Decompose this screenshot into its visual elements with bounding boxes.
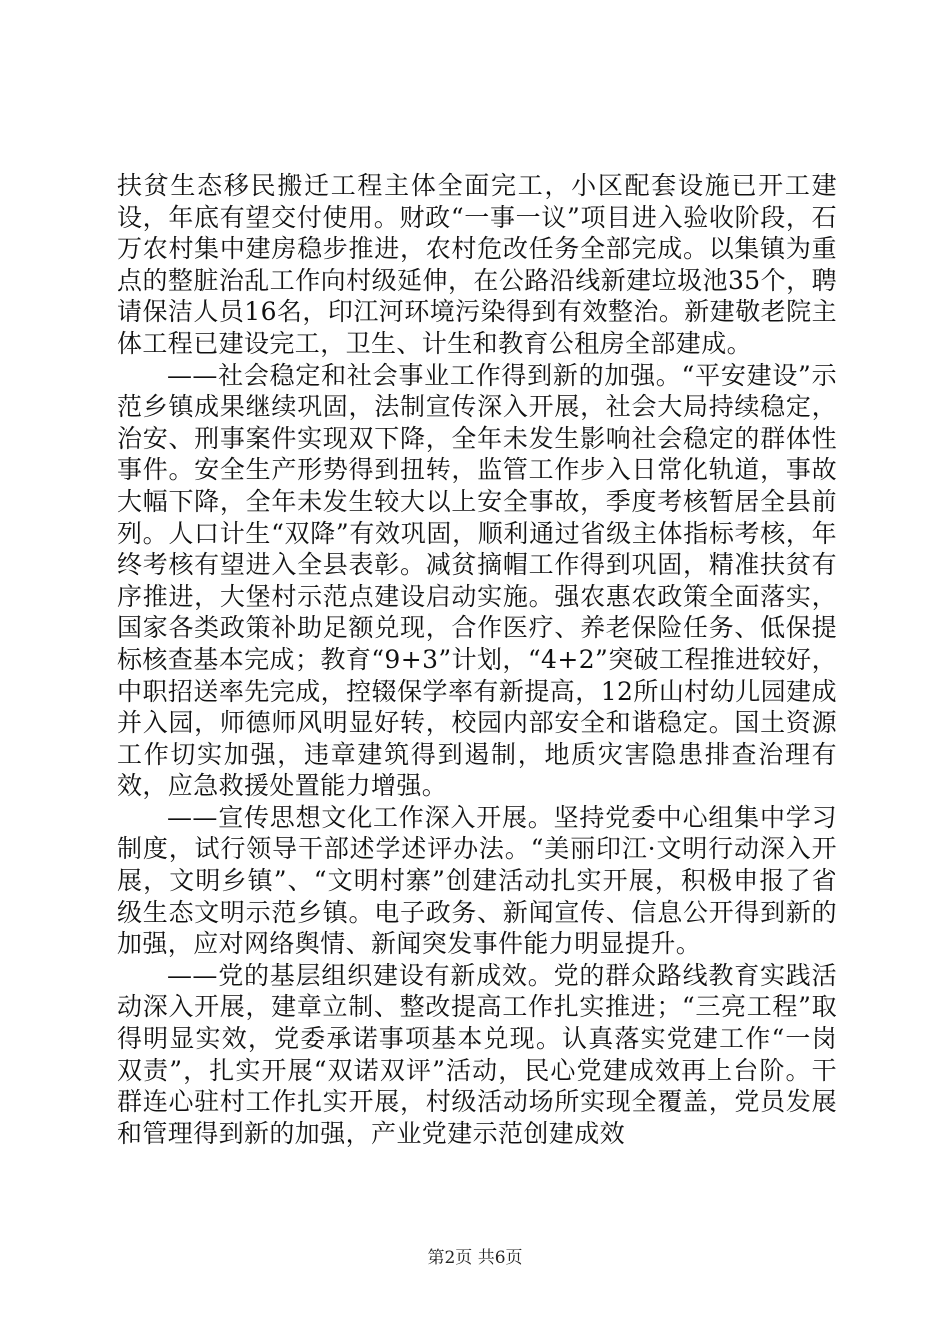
page-number-footer: 第2页 共6页 [427, 1248, 523, 1268]
paragraph-3: ——宣传思想文化工作深入开展。坚持党委中心组集中学习制度，试行领导干部述学述评办法。“美丽印江·文明行动深入开展，文明乡镇”、“文明村寨”创建活动扎实开展，积极申报了省级生态文明示范乡镇。电子政务、新闻宣传、信息公开得到新的加强，应对网络舆情、新闻突发事件能力明显提升。 [117, 802, 837, 959]
document-body [117, 170, 837, 1149]
paragraph-2: ——社会稳定和社会事业工作得到新的加强。“平安建设”示范乡镇成果继续巩固，法制宣传深入开展，社会大局持续稳定，治安、刑事案件实现双下降，全年未发生影响社会稳定的群体性事件。安全生产形势得到扭转，监管工作步入日常化轨道，事故大幅下降，全年未发生较大以上安全事故，季度考核暂居全县前列。人口计生“双降”有效巩固，顺利通过省级主体指标考核，年终考核有望进入全县表彰。减贫摘帽工作得到巩固，精准扶贫有序推进，大堡村示范点建设启动实施。强农惠农政策全面落实，国家各类政策补助足额兑现，合作医疗、养老保险任务、低保提标核查基本完成；教育“9+3”计划，“4+2”突破工程推进较好，中职招送率先完成，控辍保学率有新提高，12所山村幼儿园建成并入园，师德师风明显好转，校园内部安全和谐稳定。国土资源工作切实加强，违章建筑得到遏制，地质灾害隐患排查治理有效，应急救援处置能力增强。 [117, 360, 837, 801]
paragraph-1: 扶贫生态移民搬迁工程主体全面完工，小区配套设施已开工建设，年底有望交付使用。财政“一事一议”项目进入验收阶段，石万农村集中建房稳步推进，农村危改任务全部完成。以集镇为重点的整脏治乱工作向村级延伸，在公路沿线新建垃圾池35个，聘请保洁人员16名，印江河环境污染得到有效整治。新建敬老院主体工程已建设完工，卫生、计生和教育公租房全部建成。 [117, 171, 837, 358]
paragraph-4: ——党的基层组织建设有新成效。党的群众路线教育实践活动深入开展，建章立制、整改提高工作扎实推进；“三亮工程”取得明显实效，党委承诺事项基本兑现。认真落实党建工作“一岗双责”，扎实开展“双诺双评”活动，民心党建成效再上台阶。干群连心驻村工作扎实开展，村级活动场所实现全覆盖，党员发展和管理得到新的加强，产业党建示范创建成效 [117, 960, 837, 1148]
